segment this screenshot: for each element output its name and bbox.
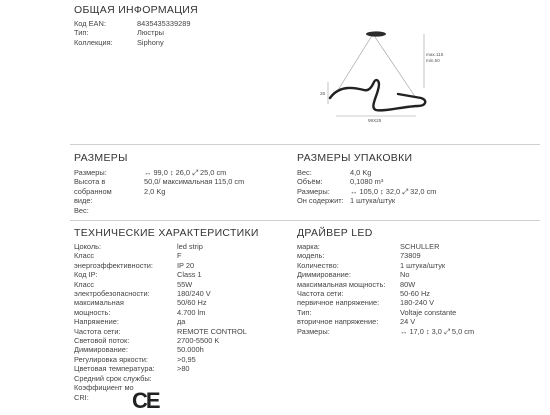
spec-value: 1 штука/штук bbox=[350, 196, 396, 206]
spec-label: первичное напряжение: bbox=[297, 298, 380, 308]
product-dimension-diagram bbox=[318, 28, 446, 126]
spec-value: 50.000h bbox=[177, 345, 204, 355]
section-divider bbox=[70, 144, 540, 145]
spec-label: Количество: bbox=[297, 260, 339, 270]
spec-label: Световой поток: bbox=[74, 336, 130, 346]
spec-label: Коэффициент мо bbox=[74, 383, 134, 393]
spec-label: Размеры: bbox=[74, 168, 107, 177]
general-title: ОБЩАЯ ИНФОРМАЦИЯ bbox=[74, 4, 199, 16]
spec-value: 50-60 Hz bbox=[400, 289, 430, 299]
spec-value: 2700-5500 K bbox=[177, 336, 220, 346]
spec-row bbox=[74, 261, 247, 270]
spec-label: собранном bbox=[74, 186, 112, 196]
spec-label: Напряжение: bbox=[74, 317, 119, 327]
spec-value: 0,1080 m³ bbox=[350, 177, 384, 187]
spec-row bbox=[297, 261, 474, 270]
spec-label: CRI: bbox=[74, 392, 89, 402]
spec-value: 80W bbox=[400, 279, 416, 289]
spec-row bbox=[74, 196, 244, 205]
spec-label: Средний срок службы: bbox=[74, 373, 152, 383]
spec-label: Класс bbox=[74, 251, 95, 261]
spec-label: Вес: bbox=[74, 205, 89, 215]
general-info-list bbox=[74, 19, 190, 47]
spec-label: Цоколь: bbox=[74, 242, 102, 251]
spec-label: Размеры: bbox=[297, 326, 330, 336]
spec-label: виде: bbox=[74, 196, 93, 206]
spec-label: электробезопасности: bbox=[74, 289, 150, 299]
spec-value: SCHULLER bbox=[400, 242, 440, 251]
spec-value: Siphony bbox=[137, 37, 164, 47]
spec-row bbox=[74, 289, 247, 298]
spec-row bbox=[74, 364, 247, 373]
spec-label: Диммирование: bbox=[74, 345, 128, 355]
spec-value: 4,0 Kg bbox=[350, 168, 372, 177]
spec-row bbox=[74, 345, 247, 354]
packaging-list bbox=[297, 168, 436, 206]
spec-row bbox=[297, 289, 474, 298]
spec-row bbox=[74, 187, 244, 196]
spec-label: Тип: bbox=[74, 28, 89, 38]
spec-row bbox=[74, 206, 244, 215]
spec-row bbox=[297, 242, 474, 251]
spec-label: Диммирование: bbox=[297, 270, 351, 280]
spec-row bbox=[74, 28, 190, 37]
ceiling-canopy bbox=[366, 31, 386, 36]
spec-row bbox=[297, 251, 474, 260]
spec-row bbox=[297, 308, 474, 317]
spec-row bbox=[74, 327, 247, 336]
sizes-list bbox=[74, 168, 244, 215]
spec-label: Код IP: bbox=[74, 270, 98, 280]
spec-value: Люстры bbox=[137, 28, 164, 38]
spec-row bbox=[74, 19, 190, 28]
ce-mark-icon: CE bbox=[132, 388, 159, 413]
sizes-title: РАЗМЕРЫ bbox=[74, 152, 128, 164]
spec-row bbox=[297, 317, 474, 326]
lamp-body bbox=[330, 80, 425, 110]
spec-label: энергоэффективности: bbox=[74, 260, 153, 270]
spec-row bbox=[297, 187, 436, 196]
spec-value: 73809 bbox=[400, 251, 421, 261]
tech-specs-list bbox=[74, 242, 247, 402]
spec-value: 24 V bbox=[400, 317, 416, 327]
spec-row bbox=[74, 168, 244, 177]
spec-value: 2,0 Kg bbox=[144, 186, 166, 196]
spec-value: >0,95 bbox=[177, 354, 196, 364]
spec-value: Class 1 bbox=[177, 270, 202, 280]
spec-row bbox=[297, 270, 474, 279]
spec-value: 50,0/ максимальная 115,0 cm bbox=[144, 177, 245, 187]
spec-value: ↔ 17,0 ↕ 3,0 ⤢ 5,0 cm bbox=[400, 326, 475, 336]
spec-value: 50/60 Hz bbox=[177, 298, 207, 308]
spec-value: 180-240 V bbox=[400, 298, 435, 308]
spec-label: максимальная bbox=[74, 298, 124, 308]
spec-value: ↔ 99,0 ↕ 26,0 ⤢ 25,0 cm bbox=[144, 168, 227, 177]
spec-row bbox=[297, 177, 436, 186]
spec-value: 4.700 lm bbox=[177, 307, 206, 317]
spec-value: 8435435339289 bbox=[137, 19, 191, 28]
max-height-label: max.115 bbox=[426, 52, 444, 57]
spec-row bbox=[74, 298, 247, 307]
spec-label: Частота сети: bbox=[74, 326, 121, 336]
spec-value: Voltaje constante bbox=[400, 307, 457, 317]
spec-label: Он содержит: bbox=[297, 196, 344, 206]
spec-value: F bbox=[177, 251, 182, 261]
spec-row bbox=[297, 168, 436, 177]
spec-row bbox=[297, 327, 474, 336]
spec-value: No bbox=[400, 270, 410, 280]
spec-label: модель: bbox=[297, 251, 325, 261]
spec-label: Вес: bbox=[297, 168, 312, 177]
min-height-label: min.50 bbox=[426, 58, 440, 63]
spec-row bbox=[74, 336, 247, 345]
spec-value: >80 bbox=[177, 364, 190, 374]
spec-value: IP 20 bbox=[177, 260, 195, 270]
suspension-cable bbox=[338, 34, 373, 90]
spec-label: Частота сети: bbox=[297, 289, 344, 299]
spec-value: 180/240 V bbox=[177, 289, 211, 299]
depth-label: 26 bbox=[320, 91, 326, 96]
spec-row bbox=[74, 38, 190, 47]
spec-row bbox=[74, 251, 247, 260]
section-divider bbox=[70, 220, 540, 221]
spec-row bbox=[74, 374, 247, 383]
spec-row bbox=[74, 317, 247, 326]
spec-label: Тип: bbox=[297, 307, 312, 317]
driver-specs-list bbox=[297, 242, 474, 336]
tech-title: ТЕХНИЧЕСКИЕ ХАРАКТЕРИСТИКИ bbox=[74, 227, 259, 239]
spec-row bbox=[74, 270, 247, 279]
spec-row bbox=[74, 355, 247, 364]
spec-label: Класс bbox=[74, 279, 95, 289]
spec-label: Коллекция: bbox=[74, 37, 113, 47]
spec-label: марка: bbox=[297, 242, 320, 251]
spec-row bbox=[297, 298, 474, 307]
spec-label: Размеры: bbox=[297, 186, 330, 196]
spec-row bbox=[297, 196, 436, 205]
spec-label: Высота в bbox=[74, 177, 106, 187]
spec-value: 55W bbox=[177, 279, 193, 289]
spec-row bbox=[74, 280, 247, 289]
packaging-title: РАЗМЕРЫ УПАКОВКИ bbox=[297, 152, 413, 164]
spec-label: Объём: bbox=[297, 177, 323, 187]
spec-label: Код EAN: bbox=[74, 19, 106, 28]
spec-row bbox=[74, 242, 247, 251]
spec-label: мощность: bbox=[74, 307, 111, 317]
spec-label: максимальная мощность: bbox=[297, 279, 386, 289]
spec-value: 1 штука/штук bbox=[400, 260, 446, 270]
spec-label: Регулировка яркости: bbox=[74, 354, 148, 364]
driver-title: ДРАЙВЕР LED bbox=[297, 227, 373, 239]
spec-row bbox=[74, 308, 247, 317]
spec-row bbox=[297, 280, 474, 289]
spec-value: ↔ 105,0 ↕ 32,0 ⤢ 32,0 cm bbox=[350, 186, 437, 196]
spec-value: led strip bbox=[177, 242, 203, 251]
spec-row bbox=[74, 383, 247, 392]
spec-value: да bbox=[177, 317, 186, 327]
spec-value: REMOTE CONTROL bbox=[177, 326, 247, 336]
spec-label: вторичное напряжение: bbox=[297, 317, 379, 327]
width-label: 99X25 bbox=[368, 118, 382, 123]
spec-row bbox=[74, 393, 247, 402]
spec-label: Цветовая температура: bbox=[74, 364, 155, 374]
spec-row bbox=[74, 177, 244, 186]
